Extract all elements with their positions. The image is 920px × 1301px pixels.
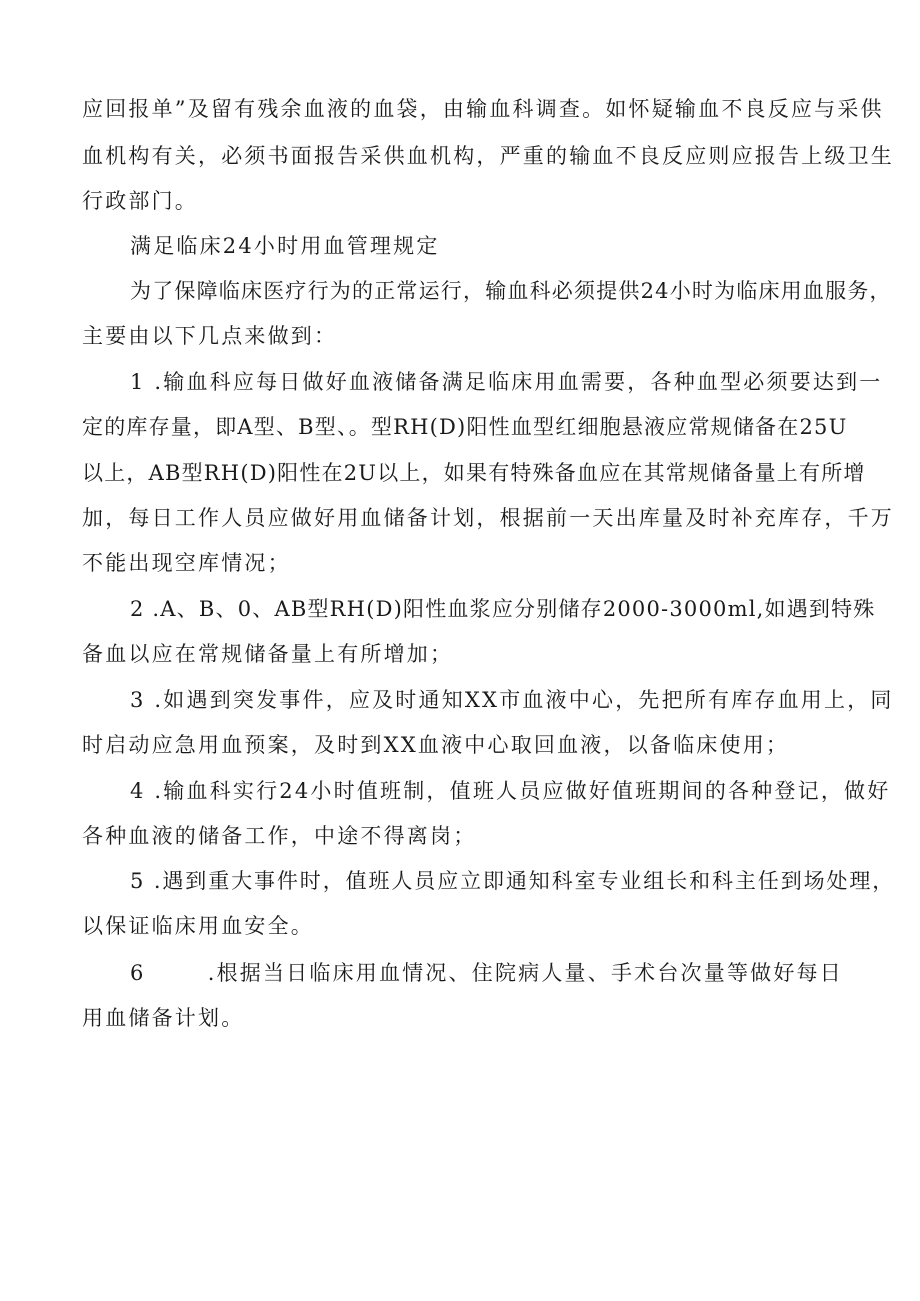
- item-5-line-2: 以保证临床用血安全。: [82, 914, 314, 938]
- item-6-line-2: 用血储备计划。: [82, 1006, 245, 1030]
- item-4-line-1: 4 .输血科实行24小时值班制，值班人员应做好值班期间的各种登记，做好: [130, 779, 891, 803]
- item-2-line-2: 备血以应在常规储备量上有所增加；: [82, 642, 454, 666]
- item-1-line-3: 以上，AB型RH(D)阳性在2U以上，如果有特殊备血应在其常规储备量上有所增: [82, 461, 866, 485]
- intro-line-1: 为了保障临床医疗行为的正常运行，输血科必须提供24小时为临床用血服务，: [130, 279, 892, 303]
- item-3-line-1: 3 .如遇到突发事件，应及时通知XX市血液中心，先把所有库存血用上，同: [130, 688, 894, 712]
- item-3-line-2: 时启动应急用血预案，及时到XX血液中心取回血液，以备临床使用；: [82, 733, 790, 757]
- intro-line-2: 主要由以下几点来做到：: [82, 324, 338, 348]
- item-1-line-2: 定的库存量，即A型、B型、。型RH(D)阳性血型红细胞悬液应常规储备在25U: [82, 415, 848, 439]
- paragraph-line-1: 应回报单”及留有残余血液的血袋，由输血科调查。如怀疑输血不良反应与采供: [82, 97, 884, 121]
- section-heading: 满足临床24小时用血管理规定: [130, 234, 440, 258]
- item-2-line-1: 2 .A、B、0、AB型RH(D)阳性血浆应分别储存2000-3000ml,如遇到特殊: [130, 597, 876, 621]
- paragraph-line-3: 行政部门。: [82, 189, 198, 213]
- item-1-line-4: 加，每日工作人员应做好用血储备计划，根据前一天出库量及时补充库存，千万: [82, 506, 894, 530]
- item-5-line-1: 5 .遇到重大事件时，值班人员应立即通知科室专业组长和科主任到场处理，: [130, 869, 896, 893]
- item-6-line-1: 6 .根据当日临床用血情况、住院病人量、手术台次量等做好每日: [130, 961, 843, 985]
- item-1-line-5: 不能出现空库情况；: [82, 551, 291, 575]
- paragraph-line-2: 血机构有关，必须书面报告采供血机构，严重的输血不良反应则应报告上级卫生: [82, 144, 894, 168]
- item-4-line-2: 各种血液的储备工作，中途不得离岗；: [82, 824, 477, 848]
- item-1-line-1: 1 .输血科应每日做好血液储备满足临床用血需要，各种血型必须要达到一: [130, 370, 883, 394]
